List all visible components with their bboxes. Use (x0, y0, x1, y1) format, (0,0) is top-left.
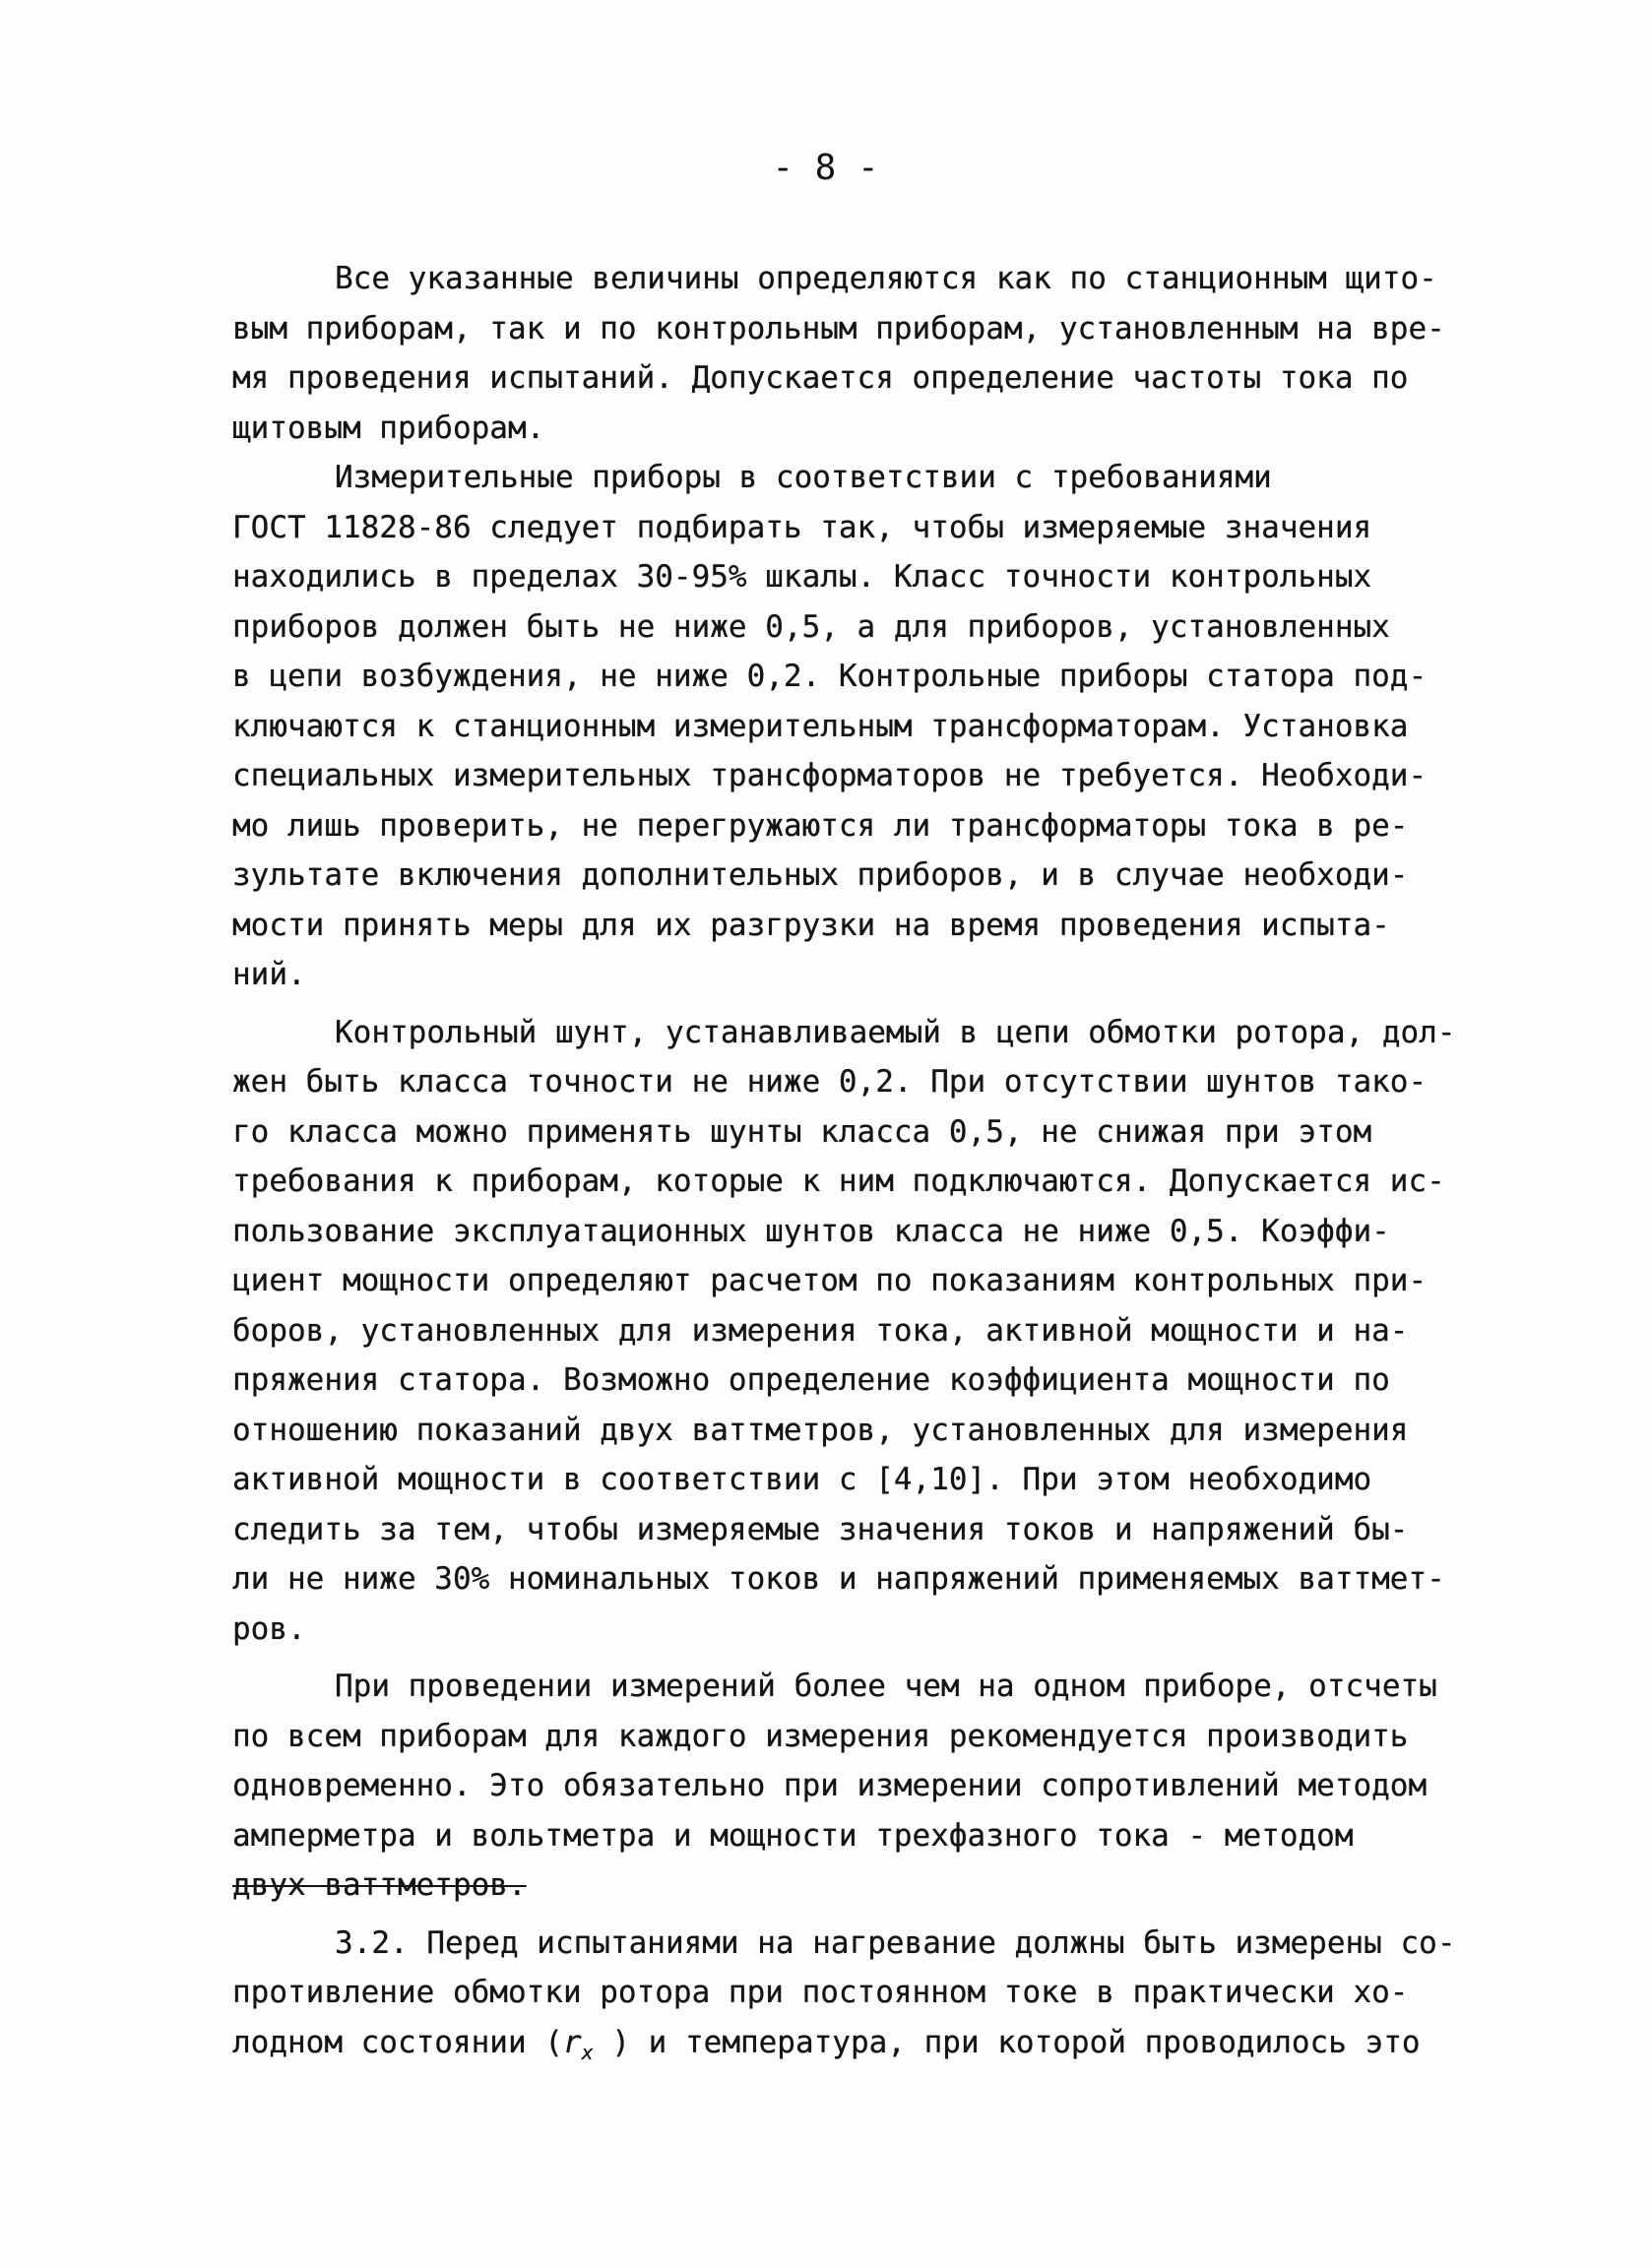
text-line: следить за тем, чтобы измеряемые значения токов и напряжений бы- (232, 1511, 1409, 1547)
text-line: по всем приборам для каждого измерения рекомендуется производить (232, 1718, 1409, 1754)
text-line: жен быть класса точности не ниже 0,2. При отсутствии шунтов тако- (232, 1064, 1428, 1100)
text-line: активной мощности в соответствии с [4,10]. При этом необходимо (232, 1462, 1372, 1497)
text-line: Измерительные приборы в соответствии с требованиями (335, 460, 1272, 495)
text-line: ГОСТ 11828-86 следует подбирать так, чтобы измеряемые значения (232, 509, 1372, 545)
formula-symbol (562, 2024, 594, 2064)
text-line: одновременно. Это обязательно при измерении сопротивлений методом (232, 1768, 1428, 1803)
text-line: Все указанные величины определяются как по станционным щито- (335, 261, 1437, 296)
text-line: ний. (232, 957, 306, 992)
struck-text-line: двух ваттметров. (232, 1867, 527, 1903)
text-line: специальных измерительных трансформаторов не требуется. Необходи- (232, 758, 1428, 793)
text-line: пряжения статора. Возможно определение коэффициента мощности по (232, 1362, 1390, 1398)
text-line: ров. (232, 1610, 306, 1647)
paragraph-2 (232, 453, 1591, 1000)
paragraph-3 (232, 1008, 1591, 1655)
text-line: мя проведения испытаний. Допускается определение частоты тока по (232, 360, 1409, 396)
text-line: противление обмотки ротора при постоянном токе в практически хо- (232, 1975, 1409, 2010)
text-line: амперметра и вольтметра и мощности трехфазного тока - методом (232, 1817, 1354, 1854)
text-line: вым приборам, так и по контрольным приборам, установленным на вре- (232, 310, 1445, 346)
text-line: ли не ниже 30% номинальных токов и напряжений применяемых ваттмет- (232, 1561, 1445, 1597)
text-line: находились в пределах 30-95% шкалы. Класс точности контрольных (232, 559, 1372, 595)
page-number: - 8 - (772, 148, 879, 188)
text-line-with-formula (232, 2018, 1591, 2078)
text-line: пользование эксплуатационных шунтов класса не ниже 0,5. Коэффи- (232, 1213, 1390, 1249)
formula-subscript: x (581, 2040, 594, 2064)
text-fragment: лодном состоянии ( (232, 2024, 563, 2060)
text-fragment: ) и температура, при которой проводилось это (593, 2024, 1421, 2060)
paragraph-4 (232, 1662, 1591, 1911)
text-line: боров, установленных для измерения тока, активной мощности и на- (232, 1312, 1409, 1349)
paragraph-1 (232, 254, 1591, 453)
formula-base: r (562, 2024, 582, 2060)
text-line: циент мощности определяют расчетом по показаниям контрольных при- (232, 1263, 1428, 1298)
text-line: 3.2. Перед испытаниями на нагревание должны быть измерены со- (335, 1924, 1456, 1961)
text-line: го класса можно применять шунты класса 0,5, не снижая при этом (232, 1113, 1372, 1150)
text-line: приборов должен быть не ниже 0,5, а для приборов, установленных (232, 608, 1390, 645)
text-line: требования к приборам, которые к ним подключаются. Допускается ис- (232, 1164, 1445, 1199)
text-line: в цепи возбуждения, не ниже 0,2. Контрольные приборы статора под- (232, 659, 1428, 694)
text-line: мости принять меры для их разгрузки на время проведения испыта- (232, 907, 1390, 943)
text-line: При проведении измерений более чем на одном приборе, отсчеты (335, 1669, 1437, 1704)
text-line: отношению показаний двух ваттметров, установленных для измерения (232, 1412, 1409, 1448)
text-line: щитовым приборам. (232, 410, 545, 446)
document-body (232, 254, 1591, 2077)
text-line: зультате включения дополнительных приборов, и в случае необходи- (232, 857, 1409, 893)
text-line: мо лишь проверить, не перегружаются ли трансформаторы тока в ре- (232, 807, 1409, 844)
text-line: ключаются к станционным измерительным трансформаторам. Установка (232, 708, 1409, 744)
text-line: Контрольный шунт, устанавливаемый в цепи обмотки ротора, дол- (335, 1014, 1456, 1050)
paragraph-5 (232, 1919, 1591, 2078)
